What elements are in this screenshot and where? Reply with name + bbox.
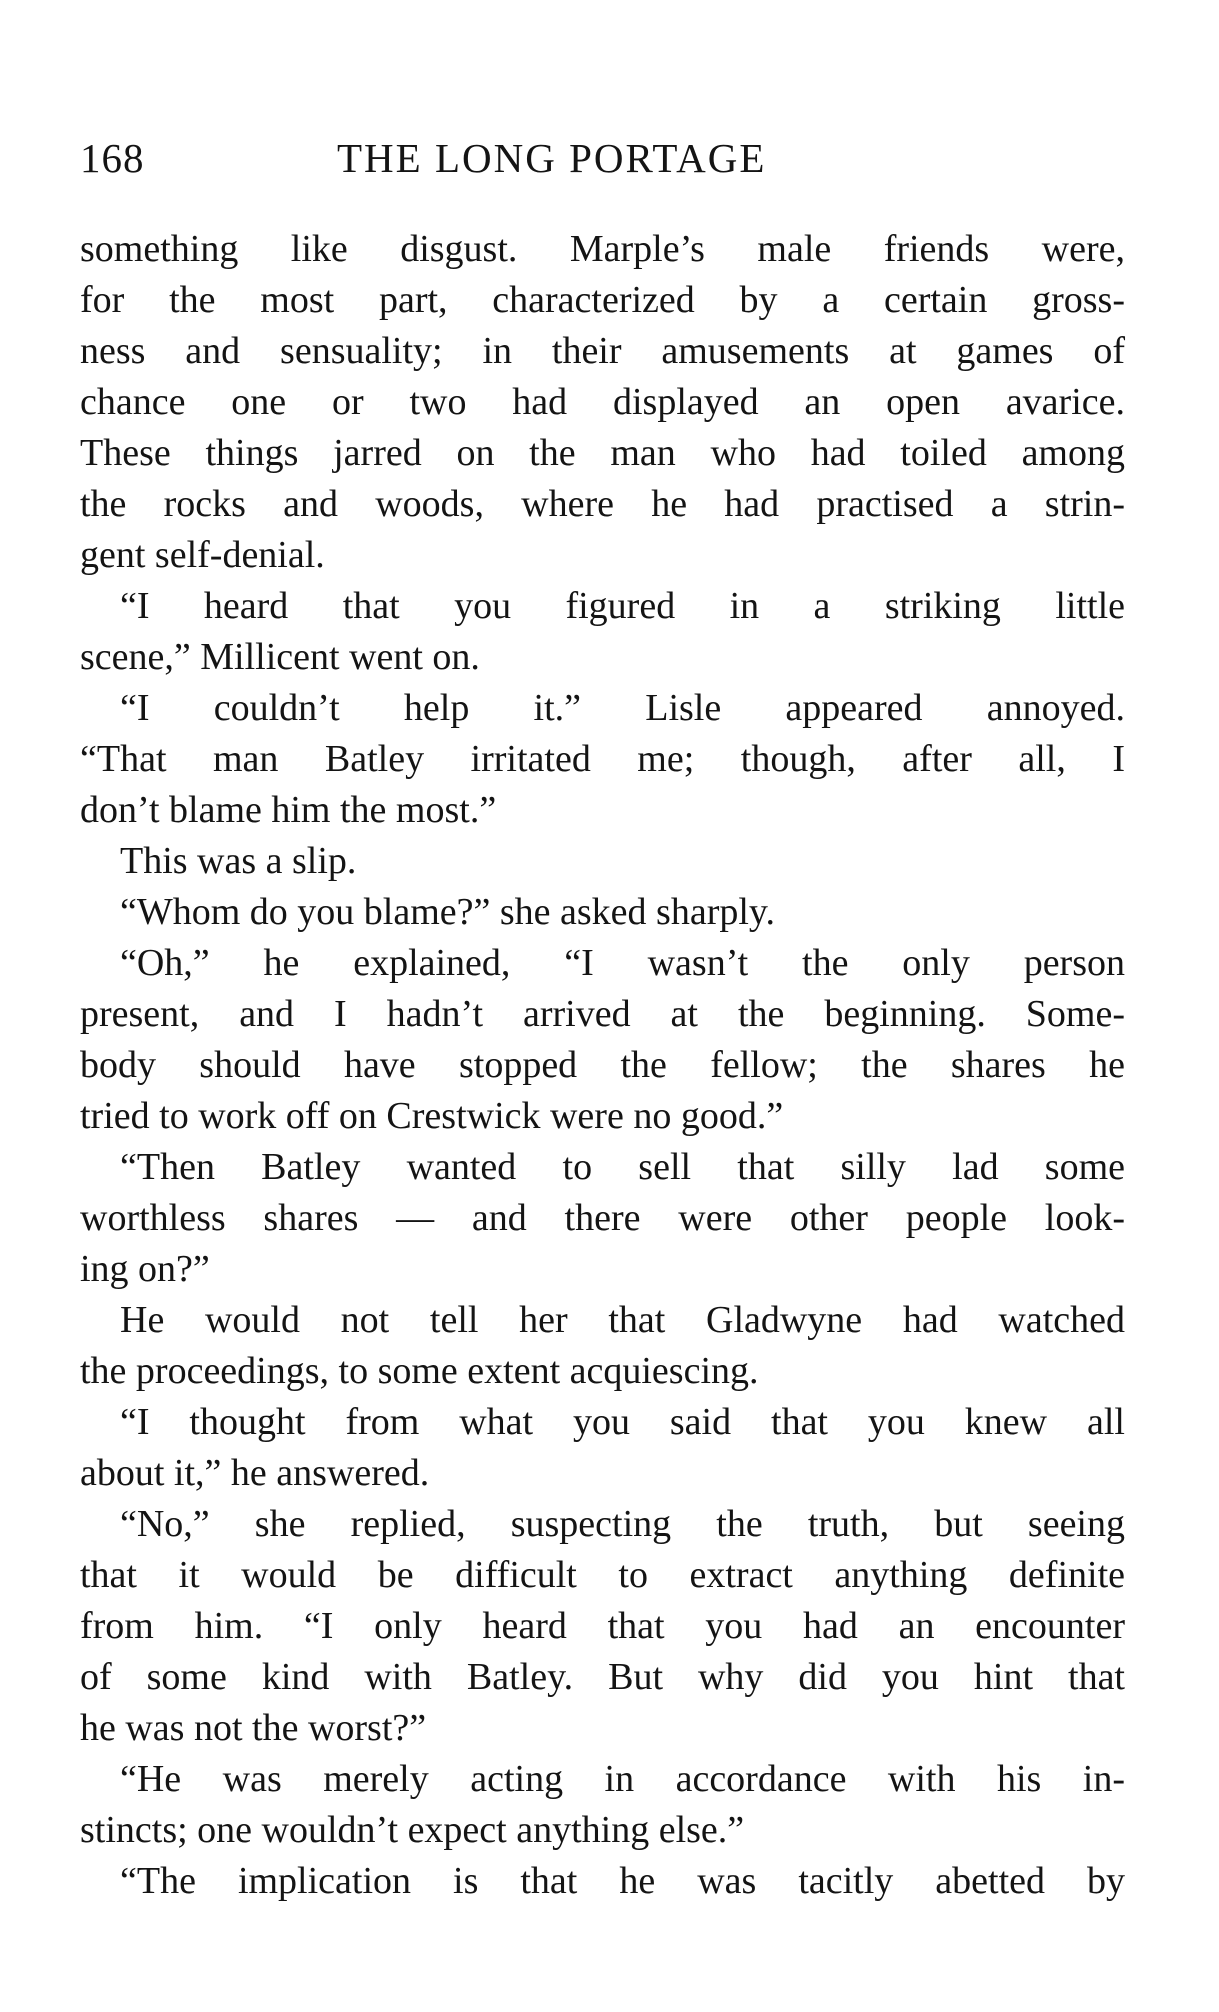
- text-line: about it,” he answered.: [80, 1452, 430, 1494]
- text-line: of some kind with Batley. But why did you hint that: [80, 1656, 1125, 1698]
- text-line: These things jarred on the man who had toiled among: [80, 432, 1125, 474]
- page-number: 168: [80, 135, 145, 181]
- text-line: the proceedings, to some extent acquiescing.: [80, 1350, 759, 1392]
- running-head: [80, 128, 1125, 188]
- text-line: something like disgust. Marple’s male friends were,: [80, 228, 1125, 270]
- text-line: for the most part, characterized by a certain gross-: [80, 279, 1125, 321]
- body-text: [80, 224, 1125, 1907]
- text-line: body should have stopped the fellow; the shares he: [80, 1044, 1125, 1086]
- text-line: “The implication is that he was tacitly abetted by: [120, 1860, 1125, 1902]
- text-line: “Oh,” he explained, “I wasn’t the only person: [120, 942, 1125, 984]
- text-line: “No,” she replied, suspecting the truth, but seeing: [120, 1503, 1125, 1545]
- text-line: This was a slip.: [120, 840, 357, 882]
- text-line: tried to work off on Crestwick were no good.”: [80, 1095, 784, 1137]
- text-line: from him. “I only heard that you had an encounter: [80, 1605, 1125, 1647]
- text-line: “I heard that you figured in a striking little: [120, 585, 1125, 627]
- text-line: worthless shares — and there were other people look-: [80, 1197, 1125, 1239]
- text-line: ing on?”: [80, 1248, 210, 1290]
- text-line: that it would be difficult to extract anything definite: [80, 1554, 1125, 1596]
- text-line: scene,” Millicent went on.: [80, 636, 480, 678]
- text-line: “I couldn’t help it.” Lisle appeared annoyed.: [120, 687, 1125, 729]
- text-line: “He was merely acting in accordance with his in-: [120, 1758, 1125, 1800]
- text-line: don’t blame him the most.”: [80, 789, 497, 831]
- text-line: stincts; one wouldn’t expect anything else.”: [80, 1809, 745, 1851]
- text-line: the rocks and woods, where he had practised a strin-: [80, 483, 1125, 525]
- text-line: “Whom do you blame?” she asked sharply.: [120, 891, 775, 933]
- text-line: ness and sensuality; in their amusements at games of: [80, 330, 1125, 372]
- text-line: He would not tell her that Gladwyne had watched: [120, 1299, 1125, 1341]
- text-line: chance one or two had displayed an open avarice.: [80, 381, 1125, 423]
- text-line: “I thought from what you said that you knew all: [120, 1401, 1125, 1443]
- text-line: he was not the worst?”: [80, 1707, 427, 1749]
- text-line: present, and I hadn’t arrived at the beginning. Some-: [80, 993, 1125, 1035]
- running-title: THE LONG PORTAGE: [337, 135, 767, 181]
- text-line: “Then Batley wanted to sell that silly lad some: [120, 1146, 1125, 1188]
- text-line: gent self-denial.: [80, 534, 325, 576]
- text-line: “That man Batley irritated me; though, after all, I: [80, 738, 1125, 780]
